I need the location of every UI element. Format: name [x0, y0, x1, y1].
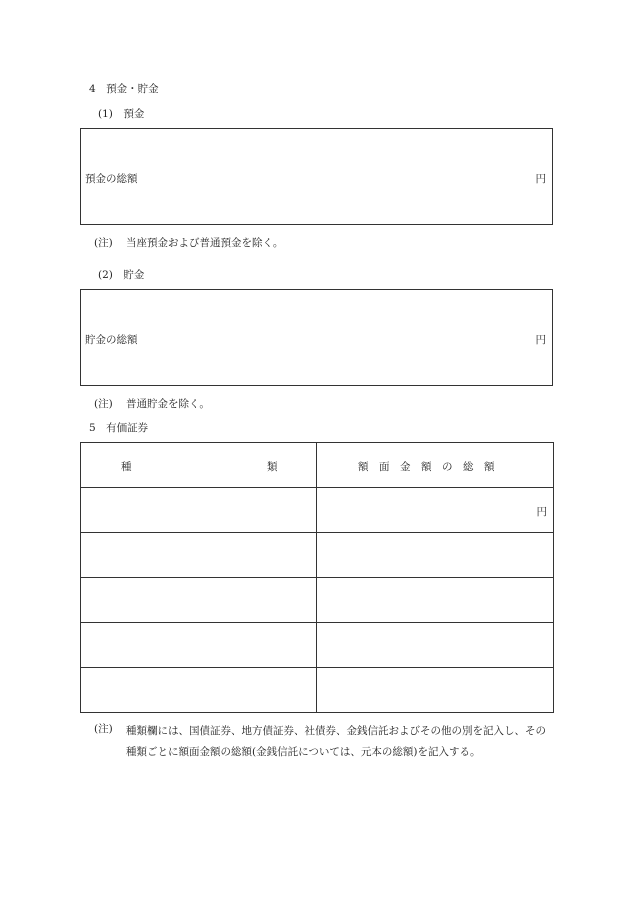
savings-note-text: 普通貯金を除く。 — [126, 398, 210, 410]
header-amount-cell — [317, 443, 554, 488]
savings-subheading: (2) 貯金 — [98, 269, 145, 281]
type-cell[interactable] — [81, 488, 317, 533]
securities-note-text: 種類欄には、国債証券、地方債証券、社債券、金銭信託およびその他の別を記入し、その種類ごとに額面金額の総額(金銭信託については、元本の総額)を記入する。 — [126, 725, 546, 758]
deposit-total-box — [80, 128, 553, 225]
header-type-left: 種 — [121, 461, 132, 473]
type-cell[interactable] — [81, 623, 317, 668]
table-row — [81, 623, 554, 668]
savings-note — [94, 396, 210, 411]
deposit-note-text: 当座預金および普通預金を除く。 — [126, 237, 284, 249]
table-row — [81, 578, 554, 623]
amount-cell[interactable] — [317, 533, 554, 578]
savings-note-prefix: (注) — [94, 398, 113, 410]
amount-cell[interactable] — [317, 578, 554, 623]
savings-yen-unit: 円 — [535, 334, 546, 346]
table-row — [81, 533, 554, 578]
header-type-right: 類 — [267, 461, 278, 473]
savings-total-label: 貯金の総額 — [85, 334, 138, 346]
securities-note-prefix: (注) — [94, 723, 113, 735]
amount-cell[interactable] — [317, 668, 554, 713]
deposit-total-label: 預金の総額 — [85, 173, 138, 185]
header-amount: 額 面 金 額 の 総 額 — [358, 461, 495, 473]
type-cell[interactable] — [81, 578, 317, 623]
amount-cell[interactable] — [317, 488, 554, 533]
amount-yen-unit: 円 — [536, 506, 547, 518]
table-row — [81, 668, 554, 713]
deposit-note — [94, 235, 283, 250]
section-5-heading: 5 有価証券 — [89, 422, 149, 434]
savings-total-box — [80, 289, 553, 386]
deposit-note-prefix: (注) — [94, 237, 113, 249]
deposit-subheading: (1) 預金 — [98, 108, 145, 120]
type-cell[interactable] — [81, 533, 317, 578]
table-row — [81, 488, 554, 533]
amount-cell[interactable] — [317, 623, 554, 668]
deposit-yen-unit: 円 — [535, 173, 546, 185]
header-type-cell — [81, 443, 317, 488]
type-cell[interactable] — [81, 668, 317, 713]
table-header-row — [81, 443, 554, 488]
section-4-heading: 4 預金・貯金 — [89, 83, 159, 95]
securities-table — [80, 442, 554, 713]
